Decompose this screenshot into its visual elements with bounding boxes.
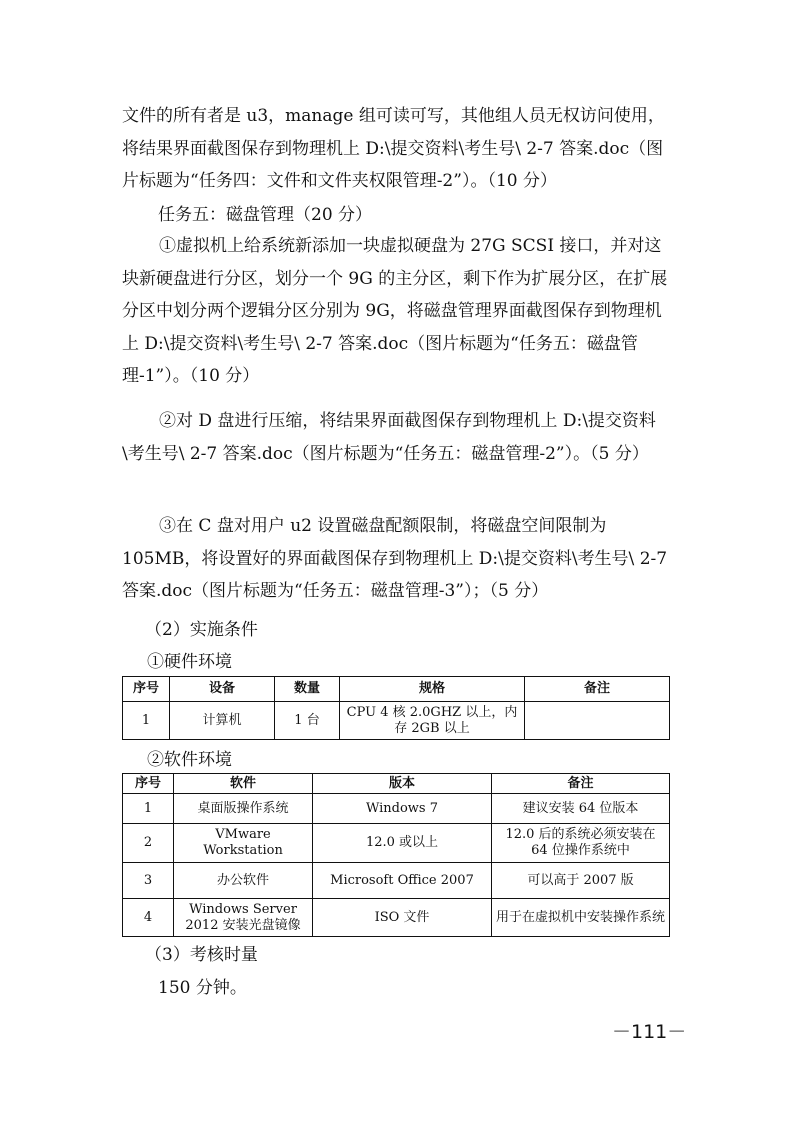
- table-cell: 建议安装 64 位版本: [492, 794, 670, 824]
- table-cell: 计算机: [170, 702, 275, 740]
- section-3-title: （3）考核时量: [145, 945, 258, 965]
- software-title: ②软件环境: [147, 750, 232, 770]
- table-row: [123, 824, 670, 863]
- table-cell: Microsoft Office 2007: [313, 863, 492, 899]
- software-table: [122, 773, 670, 937]
- paragraph-task5-item1: ①虚拟机上给系统新添加一块虚拟硬盘为 27G SCSI 接口，并对这块新硬盘进行分区，划分一个 9G 的主分区，剩下作为扩展分区，在扩展分区中划分两个逻辑分区分别为 9G，将磁盘管理界面截图保存到物理机上 D:\提交资料\考生号\ 2-7 答案.doc（图片标题为“任务五：磁盘管理-1”）。（10 分）: [122, 236, 668, 386]
- table-cell: 可以高于 2007 版: [492, 863, 670, 899]
- header-cell: 序号: [123, 774, 174, 794]
- header-cell: 备注: [525, 677, 670, 702]
- table-cell: 12.0 或以上: [313, 824, 492, 863]
- table-row: [123, 702, 670, 740]
- paragraph-task5-item3: ③在 C 盘对用户 u2 设置磁盘配额限制，将磁盘空间限制为 105MB，将设置好的界面截图保存到物理机上 D:\提交资料\考生号\ 2-7 答案.doc（图片标题为“任务五：磁盘管理-3”）；（5 分）: [122, 516, 673, 601]
- table-cell: 2: [123, 824, 174, 863]
- exam-duration: 150 分钟。: [158, 978, 247, 998]
- page-number: －111－: [612, 1021, 687, 1043]
- table-cell: 3: [123, 863, 174, 899]
- header-cell: 规格: [340, 677, 525, 702]
- hardware-table: [122, 676, 670, 740]
- header-cell: 版本: [313, 774, 492, 794]
- table-cell: 1: [123, 702, 170, 740]
- table-cell: 桌面版操作系统: [174, 794, 313, 824]
- hardware-title: ①硬件环境: [147, 652, 232, 672]
- hardware-header-row: [123, 677, 670, 702]
- task5-title: 任务五：磁盘管理（20 分）: [158, 205, 373, 225]
- table-cell: 1 台: [275, 702, 340, 740]
- paragraph-task4-end: 文件的所有者是 u3，manage 组可读可写，其他组人员无权访问使用，将结果界面截图保存到物理机上 D:\提交资料\考生号\ 2-7 答案.doc（图片标题为“任务四：文件和文件夹权限管理-2”）。（10 分）: [122, 106, 665, 191]
- software-header-row: [123, 774, 670, 794]
- header-cell: 软件: [174, 774, 313, 794]
- header-cell: 设备: [170, 677, 275, 702]
- table-row: [123, 794, 670, 824]
- table-row: [123, 863, 670, 899]
- paragraph-task5-item2: ②对 D 盘进行压缩，将结果界面截图保存到物理机上 D:\提交资料\考生号\ 2-7 答案.doc（图片标题为“任务五：磁盘管理-2”）。（5 分）: [122, 411, 656, 464]
- table-cell: VMware Workstation: [174, 824, 313, 863]
- table-row: [123, 899, 670, 937]
- table-cell: 12.0 后的系统必须安装在 64 位操作系统中: [492, 824, 670, 863]
- table-cell: Windows 7: [313, 794, 492, 824]
- table-cell: CPU 4 核 2.0GHZ 以上，内存 2GB 以上: [340, 702, 525, 740]
- header-cell: 备注: [492, 774, 670, 794]
- table-cell: 办公软件: [174, 863, 313, 899]
- table-cell: 4: [123, 899, 174, 937]
- section-2-title: （2）实施条件: [145, 620, 258, 640]
- header-cell: 序号: [123, 677, 170, 702]
- table-cell: 1: [123, 794, 174, 824]
- table-cell: 用于在虚拟机中安装操作系统: [492, 899, 670, 937]
- header-cell: 数量: [275, 677, 340, 702]
- table-cell: Windows Server 2012 安装光盘镜像: [174, 899, 313, 937]
- table-cell: ISO 文件: [313, 899, 492, 937]
- table-cell: [525, 702, 670, 740]
